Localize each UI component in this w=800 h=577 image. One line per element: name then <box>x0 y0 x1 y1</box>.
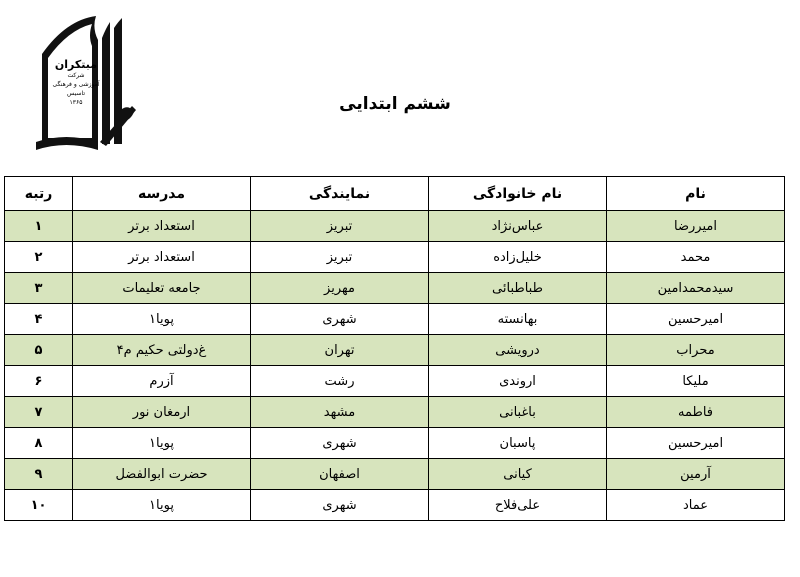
cell-name: ملیکا <box>607 366 785 397</box>
cell-name: سیدمحمدامین <box>607 273 785 304</box>
header-family: نام خانوادگی <box>429 177 607 211</box>
cell-name: امیرحسین <box>607 304 785 335</box>
cell-family: کیانی <box>429 459 607 490</box>
cell-name: محمد <box>607 242 785 273</box>
cell-name: امیرحسین <box>607 428 785 459</box>
cell-rank: ۵ <box>5 335 73 366</box>
table-row <box>5 273 785 304</box>
header-rank: رتبه <box>5 177 73 211</box>
logo-line-founded: تاسیس <box>67 90 85 97</box>
cell-school: ارمغان نور <box>73 397 251 428</box>
cell-name: فاطمه <box>607 397 785 428</box>
page-title: ششم ابتدایی <box>339 94 451 114</box>
table-header-row <box>5 177 785 211</box>
cell-rank: ۴ <box>5 304 73 335</box>
cell-family: طباطبائی <box>429 273 607 304</box>
cell-family: درویشی <box>429 335 607 366</box>
cell-school: جامعه تعلیمات <box>73 273 251 304</box>
cell-rank: ۲ <box>5 242 73 273</box>
cell-rank: ۶ <box>5 366 73 397</box>
cell-family: علی‌فلاح <box>429 490 607 521</box>
table-row <box>5 459 785 490</box>
cell-school: استعداد برتر <box>73 242 251 273</box>
cell-family: پاسبان <box>429 428 607 459</box>
table-row <box>5 397 785 428</box>
cell-name: عماد <box>607 490 785 521</box>
results-table <box>4 176 785 521</box>
header-name: نام <box>607 177 785 211</box>
table-row <box>5 428 785 459</box>
cell-school: حضرت ابوالفضل <box>73 459 251 490</box>
cell-school: استعداد برتر <box>73 211 251 242</box>
cell-school: پویا۱ <box>73 490 251 521</box>
table-row <box>5 335 785 366</box>
cell-family: بهانسته <box>429 304 607 335</box>
cell-rank: ۹ <box>5 459 73 490</box>
table-row <box>5 211 785 242</box>
cell-agency: تبریز <box>251 242 429 273</box>
header-school: مدرسه <box>73 177 251 211</box>
logo-line-company: شرکت <box>67 72 85 79</box>
cell-agency: شهری <box>251 304 429 335</box>
logo-line-year: ۱۳۶۵ <box>69 99 83 106</box>
cell-agency: شهری <box>251 490 429 521</box>
header-agency: نمایندگی <box>251 177 429 211</box>
cell-rank: ۸ <box>5 428 73 459</box>
cell-family: عباس‌نژاد <box>429 211 607 242</box>
table-row <box>5 490 785 521</box>
cell-agency: مشهد <box>251 397 429 428</box>
logo-line-description: آموزشی و فرهنگی <box>52 81 100 88</box>
cell-agency: رشت <box>251 366 429 397</box>
cell-family: خلیل‌زاده <box>429 242 607 273</box>
logo-company-name: مبتکران <box>54 58 98 71</box>
table-row <box>5 366 785 397</box>
cell-family: اروندی <box>429 366 607 397</box>
cell-agency: مهریز <box>251 273 429 304</box>
cell-agency: تبریز <box>251 211 429 242</box>
cell-name: محراب <box>607 335 785 366</box>
cell-agency: اصفهان <box>251 459 429 490</box>
cell-school: پویا۱ <box>73 428 251 459</box>
cell-rank: ۱۰ <box>5 490 73 521</box>
table-row <box>5 304 785 335</box>
cell-rank: ۳ <box>5 273 73 304</box>
cell-name: امیررضا <box>607 211 785 242</box>
cell-name: آرمین <box>607 459 785 490</box>
cell-school: پویا۱ <box>73 304 251 335</box>
table-row <box>5 242 785 273</box>
logo-text <box>52 58 100 107</box>
cell-family: باغبانی <box>429 397 607 428</box>
cell-school: آزرم <box>73 366 251 397</box>
cell-rank: ۱ <box>5 211 73 242</box>
cell-agency: شهری <box>251 428 429 459</box>
cell-school: غ‌دولتی حکیم م۴ <box>73 335 251 366</box>
cell-agency: تهران <box>251 335 429 366</box>
cell-rank: ۷ <box>5 397 73 428</box>
